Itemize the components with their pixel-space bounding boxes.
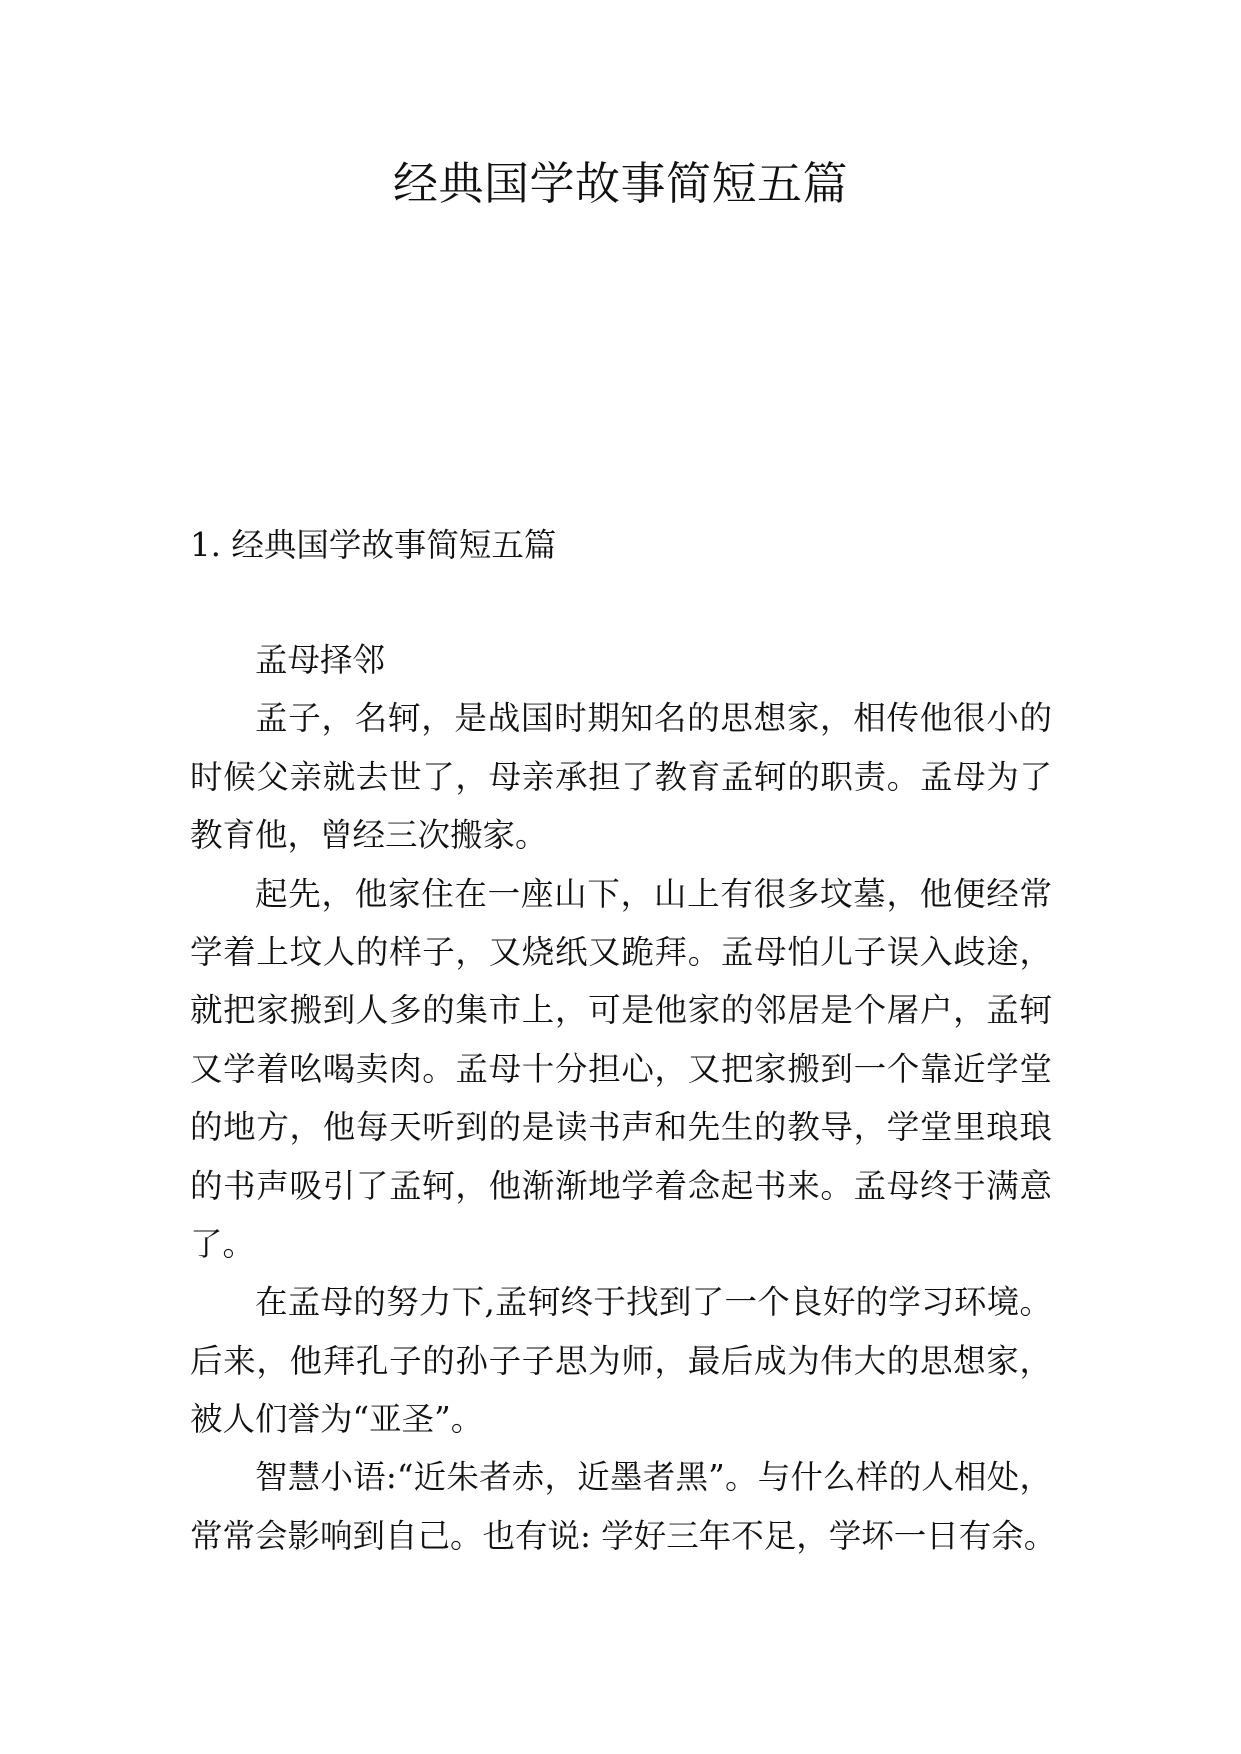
text-line: 在孟母的努力下,孟轲终于找到了一个良好的学习环境。 [255,1283,1052,1322]
text-line: 被人们誉为“亚圣”。 [190,1400,484,1439]
text-line: 常常会影响到自己。也有说: 学好三年不足，学坏一日有余。 [190,1516,1057,1555]
text-line: 起先，他家住在一座山下，山上有很多坟墓，他便经常 [255,874,1052,913]
text-line: 孟子，名轲，是战国时期知名的思想家，相传他很小的 [255,699,1052,738]
section-heading: 1. 经典国学故事简短五篇 [190,526,557,564]
body-text [190,631,1057,1565]
text-line: 了。 [190,1224,256,1263]
paragraph [190,865,1052,1274]
paragraph [190,689,1052,864]
paragraph [190,1273,1052,1448]
wisdom-note [190,1448,1057,1565]
text-line: 后来，他拜孔子的孙子子思为师，最后成为伟大的思想家， [190,1341,1052,1380]
text-line: 教育他，曾经三次搬家。 [190,816,548,855]
story-subtitle [190,631,1052,689]
document-title: 经典国学故事简短五篇 [392,157,848,210]
text-line: 智慧小语:“近朱者赤，近墨者黑”。与什么样的人相处， [255,1458,1052,1497]
text-line: 学着上坟人的样子，又烧纸又跪拜。孟母怕儿子误入歧途， [190,932,1052,971]
text-line: 就把家搬到人多的集市上，可是他家的邻居是个屠户，孟轲 [190,991,1052,1030]
text-line: 孟母择邻 [255,641,386,679]
text-line: 的书声吸引了孟轲，他渐渐地学着念起书来。孟母终于满意 [190,1166,1052,1205]
text-line: 时候父亲就去世了，母亲承担了教育孟轲的职责。孟母为了 [190,757,1052,796]
text-line: 的地方，他每天听到的是读书声和先生的教导，学堂里琅琅 [190,1108,1052,1147]
text-line: 又学着吆喝卖肉。孟母十分担心，又把家搬到一个靠近学堂 [190,1049,1052,1088]
